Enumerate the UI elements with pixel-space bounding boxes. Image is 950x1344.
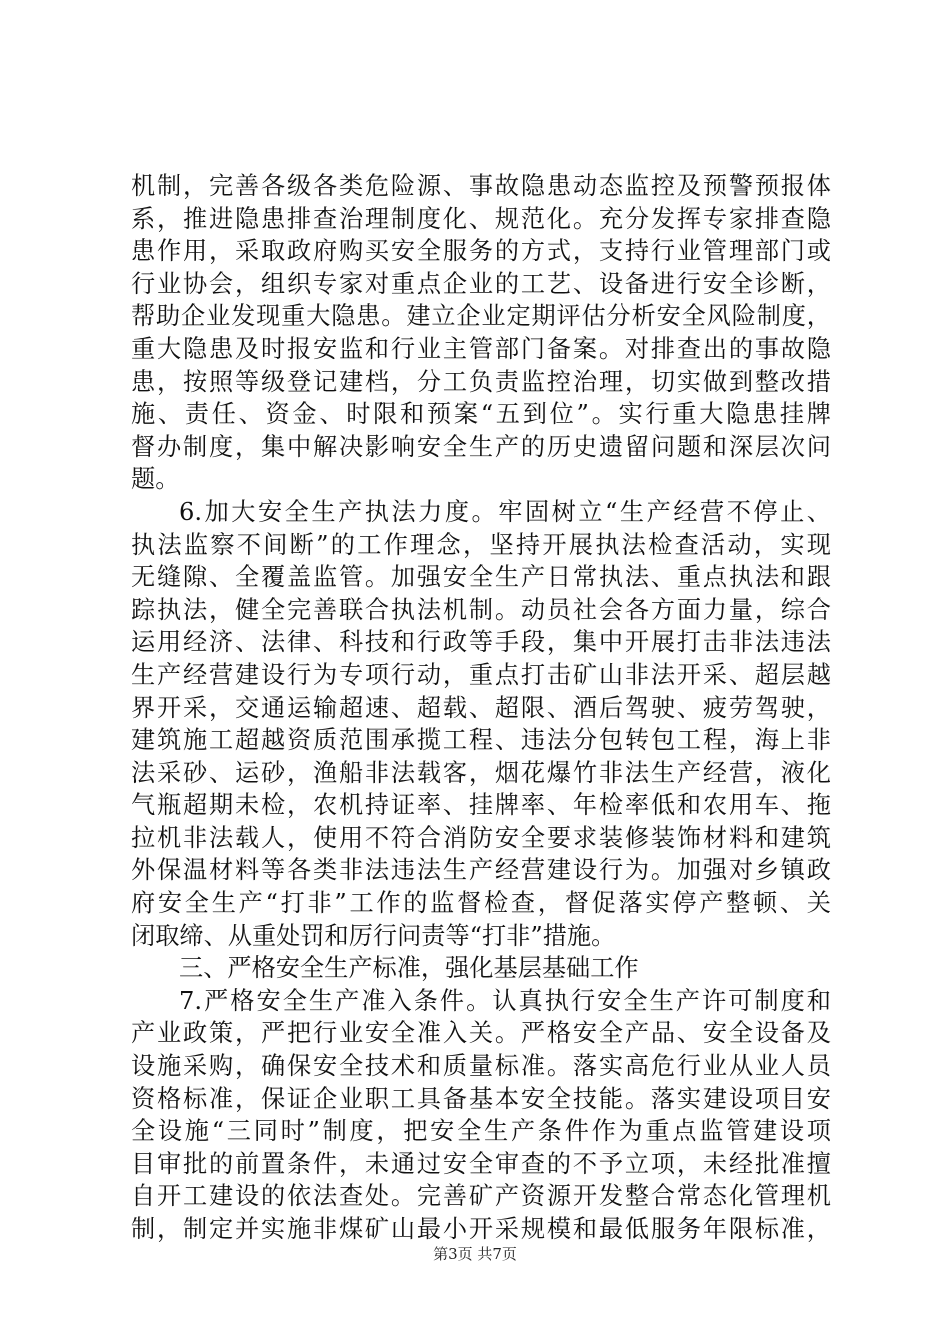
- text-line-11: 6.加大安全生产执法力度。牢固树立“生产经营不停止、: [179, 497, 831, 526]
- text-line-27: 产业政策，严把行业安全准入关。严格安全产品、安全设备及: [131, 1019, 831, 1048]
- text-line-13: 无缝隙、全覆盖监管。加强安全生产日常执法、重点执法和跟: [131, 563, 831, 592]
- text-line-32: 自开工建设的依法查处。完善矿产资源开发整合常态化管理机: [131, 1182, 831, 1211]
- text-line-23: 府安全生产“打非”工作的监督检查，督促落实停产整顿、关: [131, 889, 831, 918]
- text-line-31: 目审批的前置条件，未通过安全审查的不予立项，未经批准擅: [131, 1149, 831, 1178]
- text-line-14: 踪执法，健全完善联合执法机制。动员社会各方面力量，综合: [131, 595, 831, 624]
- text-line-12: 执法监察不间断”的工作理念，坚持开展执法检查活动，实现: [131, 530, 831, 559]
- text-line-19: 法采砂、运砂，渔船非法载客，烟花爆竹非法生产经营，液化: [131, 758, 831, 787]
- document-body: [131, 170, 831, 1246]
- section-heading: 三、严格安全生产标准，强化基层基础工作: [179, 954, 639, 983]
- text-line-17: 界开采，交通运输超速、超载、超限、酒后驾驶、疲劳驾驶，: [131, 693, 831, 722]
- text-line-15: 运用经济、法律、科技和行政等手段，集中开展打击非法违法: [131, 628, 831, 657]
- text-line-28: 设施采购，确保安全技术和质量标准。落实高危行业从业人员: [131, 1052, 831, 1081]
- text-line-8: 施、责任、资金、时限和预案“五到位”。实行重大隐患挂牌: [131, 400, 831, 429]
- text-line-26: 7.严格安全生产准入条件。认真执行安全生产许可制度和: [179, 986, 831, 1015]
- text-line-33: 制，制定并实施非煤矿山最小开采规模和最低服务年限标准，: [131, 1215, 831, 1243]
- text-line-18: 建筑施工超越资质范围承揽工程、违法分包转包工程，海上非: [131, 726, 831, 755]
- text-line-22: 外保温材料等各类非法违法生产经营建设行为。加强对乡镇政: [131, 856, 831, 885]
- text-line-30: 全设施“三同时”制度，把安全生产条件作为重点监管建设项: [131, 1117, 831, 1146]
- page-number-footer: 第3页 共7页: [433, 1245, 517, 1263]
- text-line-29: 资格标准，保证企业职工具备基本安全技能。落实建设项目安: [131, 1084, 831, 1113]
- text-line-24: 闭取缔、从重处罚和厉行问责等“打非”措施。: [131, 921, 616, 950]
- text-line-2: 系，推进隐患排查治理制度化、规范化。充分发挥专家排查隐: [131, 204, 831, 233]
- text-line-6: 重大隐患及时报安监和行业主管部门备案。对排查出的事故隐: [131, 334, 831, 363]
- text-line-4: 行业协会，组织专家对重点企业的工艺、设备进行安全诊断，: [131, 269, 831, 298]
- text-line-9: 督办制度，集中解决影响安全生产的历史遗留问题和深层次问: [131, 432, 831, 461]
- text-line-16: 生产经营建设行为专项行动，重点打击矿山非法开采、超层越: [131, 660, 831, 689]
- text-line-20: 气瓶超期未检，农机持证率、挂牌率、年检率低和农用车、拖: [131, 791, 831, 820]
- text-line-3: 患作用，采取政府购买安全服务的方式，支持行业管理部门或: [131, 237, 831, 266]
- text-line-5: 帮助企业发现重大隐患。建立企业定期评估分析安全风险制度，: [131, 302, 831, 331]
- text-line-1: 机制，完善各级各类危险源、事故隐患动态监控及预警预报体: [131, 172, 831, 200]
- text-line-7: 患，按照等级登记建档，分工负责监控治理，切实做到整改措: [131, 367, 831, 396]
- text-line-21: 拉机非法载人，使用不符合消防安全要求装修装饰材料和建筑: [131, 823, 831, 852]
- text-line-10: 题。: [131, 465, 180, 494]
